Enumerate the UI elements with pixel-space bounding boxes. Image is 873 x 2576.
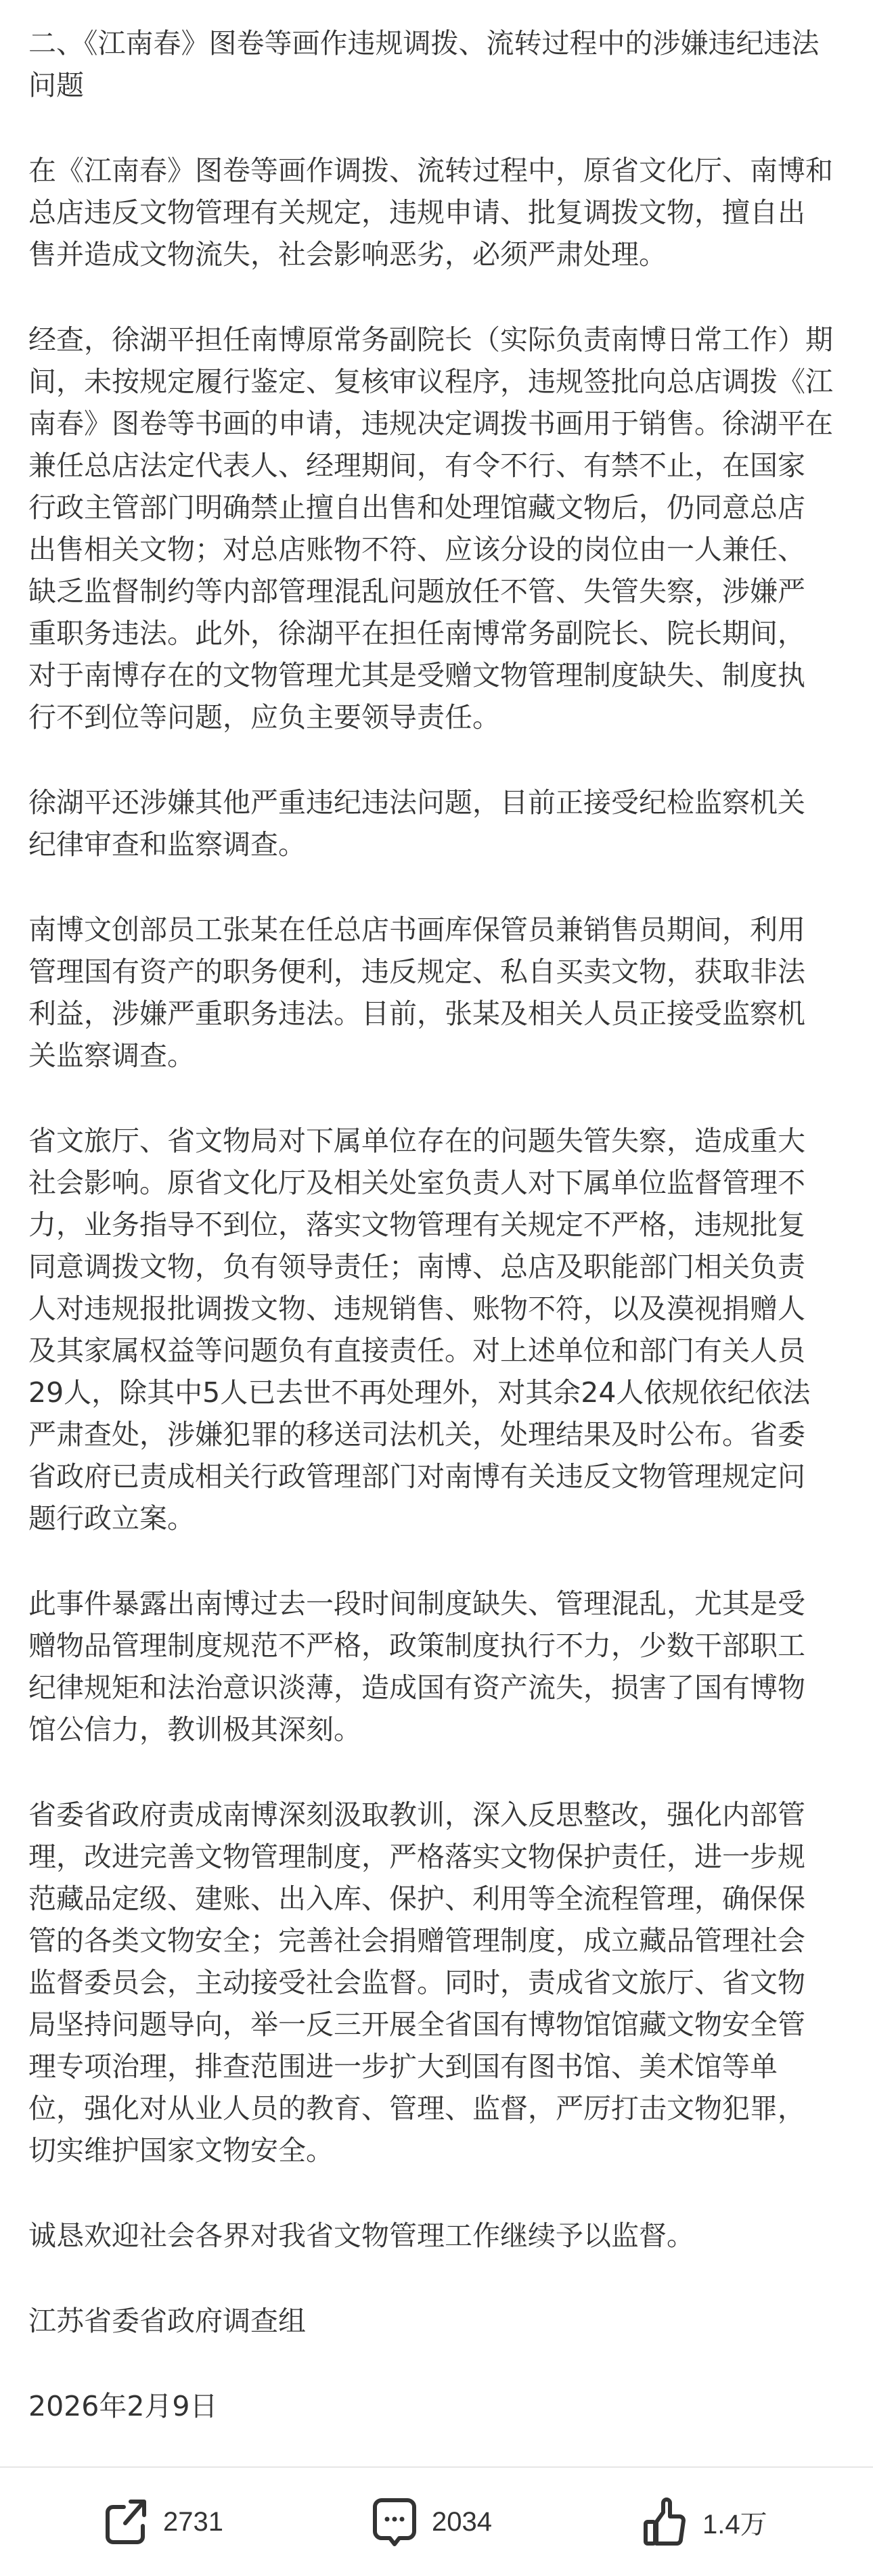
text-line: 问题: [28, 69, 84, 101]
text-line: 诚恳欢迎社会各界对我省文物管理工作继续予以监督。: [28, 2219, 694, 2252]
text-line: 此事件暴露出南博过去一段时间制度缺失、管理混乱，尤其是受: [28, 1587, 805, 1620]
text-line: 江苏省委省政府调查组: [28, 2305, 306, 2337]
text-line: 关监察调查。: [28, 1039, 195, 1072]
text-line: 理，改进完善文物管理制度，严格落实文物保护责任，进一步规: [28, 1840, 805, 1873]
share-icon: [104, 2498, 148, 2546]
like-button[interactable]: [643, 2491, 767, 2552]
article-body: [28, 22, 854, 2470]
text-line: 馆公信力，教训极其深刻。: [28, 1713, 361, 1746]
text-line: 纪律规矩和法治意识淡薄，造成国有资产流失，损害了国有博物: [28, 1671, 805, 1704]
text-line: 社会影响。原省文化厅及相关处室负责人对下属单位监督管理不: [28, 1167, 805, 1199]
text-line: 二、《江南春》图卷等画作违规调拨、流转过程中的涉嫌违纪违法: [28, 27, 820, 60]
text-line: 管理国有资产的职务便利，违反规定、私自买卖文物，获取非法: [28, 955, 805, 988]
comment-count: 2034: [432, 2506, 492, 2537]
text-line: 利益，涉嫌严重职务违法。目前，张某及相关人员正接受监察机: [28, 997, 805, 1030]
text-line: 严肃查处，涉嫌犯罪的移送司法机关，处理结果及时公布。省委: [28, 1418, 805, 1451]
text-line: 在《江南春》图卷等画作调拨、流转过程中，原省文化厅、南博和: [28, 154, 833, 187]
share-button[interactable]: [104, 2491, 223, 2552]
paragraph: [28, 2385, 854, 2427]
text-line: 南博文创部员工张某在任总店书画库保管员兼销售员期间，利用: [28, 913, 805, 946]
text-line: 南春》图卷等书画的申请，违规决定调拨书画用于销售。徐湖平在: [28, 407, 833, 440]
divider: [0, 2466, 873, 2468]
thumbs-up-icon: [643, 2498, 688, 2546]
paragraph: [28, 1120, 854, 1539]
comment-icon: [372, 2498, 417, 2546]
like-count: 1.4万: [702, 2509, 767, 2539]
text-line: 监督委员会，主动接受社会监督。同时，责成省文旅厅、省文物: [28, 1966, 805, 1999]
paragraph: [28, 1583, 854, 1750]
text-line: 赠物品管理制度规范不严格，政策制度执行不力，少数干部职工: [28, 1629, 805, 1662]
text-line: 管的各类文物安全；完善社会捐赠管理制度，成立藏品管理社会: [28, 1924, 805, 1957]
text-line: 总店违反文物管理有关规定，违规申请、批复调拨文物，擅自出: [28, 196, 805, 229]
paragraph: [28, 2300, 854, 2342]
paragraph: [28, 319, 854, 738]
text-line: 经查，徐湖平担任南博原常务副院长（实际负责南博日常工作）期: [28, 323, 833, 356]
text-line: 间，未按规定履行鉴定、复核审议程序，违规签批向总店调拨《江: [28, 365, 833, 398]
text-line: 同意调拨文物，负有领导责任；南博、总店及职能部门相关负责: [28, 1250, 805, 1283]
paragraph: [28, 1794, 854, 2171]
text-line: 省委省政府责成南博深刻汲取教训，深入反思整改，强化内部管: [28, 1799, 805, 1831]
share-count: 2731: [163, 2506, 223, 2537]
text-line: 2026年2月9日: [28, 2390, 218, 2422]
text-line: 及其家属权益等问题负有直接责任。对上述单位和部门有关人员: [28, 1334, 805, 1367]
text-line: 纪律审查和监察调查。: [28, 828, 306, 861]
text-line: 范藏品定级、建账、出入库、保护、利用等全流程管理，确保保: [28, 1882, 805, 1915]
text-line: 理专项治理，排查范围进一步扩大到国有图书馆、美术馆等单: [28, 2050, 778, 2083]
text-line: 行政主管部门明确禁止擅自出售和处理馆藏文物后，仍同意总店: [28, 491, 805, 524]
text-line: 缺乏监督制约等内部管理混乱问题放任不管、失管失察，涉嫌严: [28, 575, 805, 608]
comment-button[interactable]: [372, 2491, 492, 2552]
text-line: 位，强化对从业人员的教育、管理、监督，严厉打击文物犯罪，: [28, 2092, 805, 2125]
text-line: 行不到位等问题，应负主要领导责任。: [28, 701, 500, 733]
paragraph: [28, 782, 854, 865]
text-line: 徐湖平还涉嫌其他严重违纪违法问题，目前正接受纪检监察机关: [28, 786, 805, 819]
text-line: 对于南博存在的文物管理尤其是受赠文物管理制度缺失、制度执: [28, 659, 805, 692]
text-line: 兼任总店法定代表人、经理期间，有令不行、有禁不止，在国家: [28, 449, 805, 482]
text-line: 题行政立案。: [28, 1502, 195, 1535]
text-line: 29人，除其中5人已去世不再处理外，对其余24人依规依纪依法: [28, 1376, 811, 1409]
text-line: 省文旅厅、省文物局对下属单位存在的问题失管失察，造成重大: [28, 1125, 805, 1157]
paragraph: [28, 2215, 854, 2257]
text-line: 局坚持问题导向，举一反三开展全省国有博物馆馆藏文物安全管: [28, 2008, 805, 2041]
section-heading: [28, 22, 854, 106]
action-bar: [0, 2491, 873, 2552]
text-line: 省政府已责成相关行政管理部门对南博有关违反文物管理规定问: [28, 1460, 805, 1493]
text-line: 人对违规报批调拨文物、违规销售、账物不符，以及漠视捐赠人: [28, 1292, 805, 1325]
text-line: 重职务违法。此外，徐湖平在担任南博常务副院长、院长期间，: [28, 617, 805, 650]
text-line: 出售相关文物；对总店账物不符、应该分设的岗位由一人兼任、: [28, 533, 805, 566]
text-line: 力，业务指导不到位，落实文物管理有关规定不严格，违规批复: [28, 1208, 805, 1241]
text-line: 售并造成文物流失，社会影响恶劣，必须严肃处理。: [28, 238, 667, 271]
paragraph: [28, 150, 854, 275]
text-line: 切实维护国家文物安全。: [28, 2134, 334, 2167]
paragraph: [28, 909, 854, 1077]
